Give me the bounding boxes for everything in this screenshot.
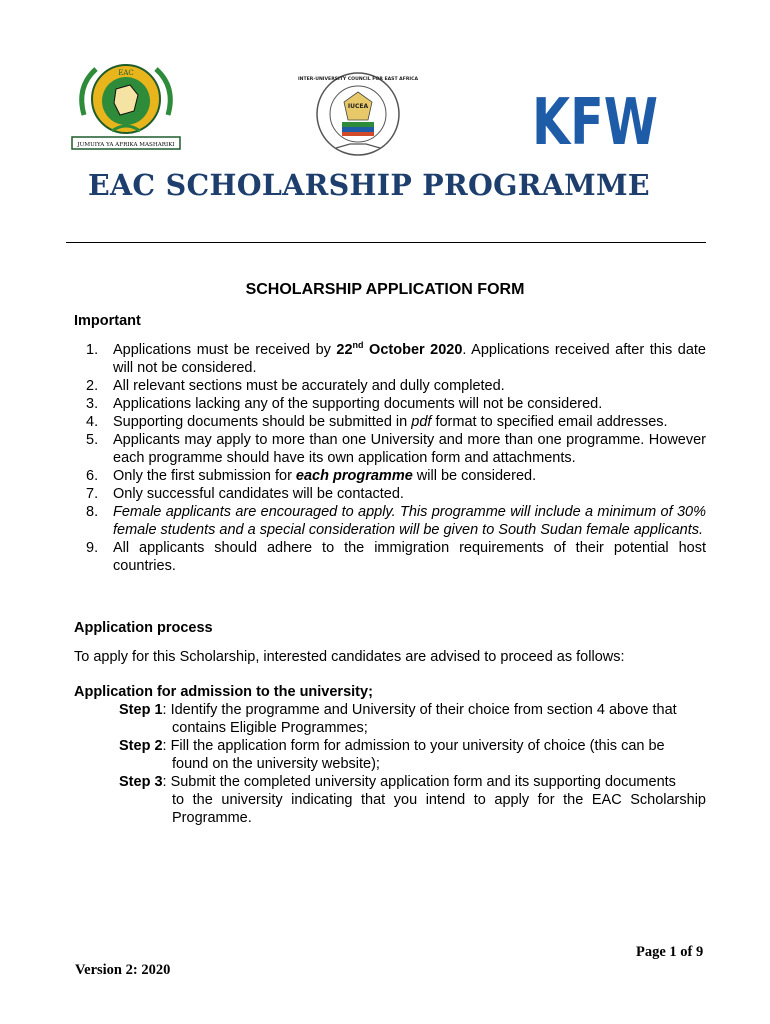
rule-number: 7. bbox=[86, 486, 99, 502]
iucea-logo bbox=[297, 68, 419, 160]
rule-number: 9. bbox=[86, 540, 99, 556]
admission-heading: Application for admission to the university; bbox=[74, 684, 373, 700]
rule-item bbox=[74, 341, 706, 377]
rule-text bbox=[113, 539, 706, 575]
rule-item bbox=[74, 485, 706, 503]
rule-text-part: pdf bbox=[411, 414, 432, 430]
rule-item bbox=[74, 431, 706, 467]
rule-text-part: Only successful candidates will be contacted. bbox=[113, 486, 404, 502]
rule-item bbox=[74, 413, 706, 431]
rule-text bbox=[113, 341, 706, 377]
step-label: Step 2 bbox=[119, 738, 163, 754]
eac-logo-text: EAC bbox=[118, 69, 134, 77]
rule-text-part: format to specified email addresses. bbox=[431, 414, 668, 430]
rule-number: 4. bbox=[86, 414, 99, 430]
programme-title: EAC SCHOLARSHIP PROGRAMME bbox=[88, 168, 650, 202]
rule-text bbox=[113, 395, 706, 413]
rule-text-part: All relevant sections must be accurately and dully completed. bbox=[113, 378, 505, 394]
step-first-line bbox=[119, 773, 706, 791]
kfw-logo-text: KFW bbox=[532, 86, 658, 160]
rule-item bbox=[74, 377, 706, 395]
application-process-heading: Application process bbox=[74, 620, 213, 636]
eac-logo-banner: JUMUIYA YA AFRIKA MASHARIKI bbox=[77, 142, 175, 148]
admission-steps-list bbox=[119, 701, 706, 827]
rule-text bbox=[113, 431, 706, 467]
rule-text-part: October 2020 bbox=[363, 342, 463, 358]
step-first-line bbox=[119, 737, 706, 755]
eac-logo bbox=[70, 55, 182, 157]
rule-number: 1. bbox=[86, 342, 99, 358]
important-heading: Important bbox=[74, 313, 141, 329]
rule-number: 8. bbox=[86, 504, 99, 520]
version-label: Version 2: 2020 bbox=[75, 962, 171, 978]
step-text: : Submit the completed university application form and its supporting documents bbox=[162, 774, 676, 790]
rule-text bbox=[113, 485, 706, 503]
rule-number: 6. bbox=[86, 468, 99, 484]
step-text: : Identify the programme and University of their choice from section 4 above that bbox=[162, 702, 677, 718]
rule-number: 5. bbox=[86, 432, 99, 448]
admission-step bbox=[119, 701, 706, 737]
iucea-ring-text: INTER-UNIVERSITY COUNCIL FOR EAST AFRICA bbox=[297, 77, 419, 82]
form-title: SCHOLARSHIP APPLICATION FORM bbox=[245, 281, 525, 298]
rule-number: 2. bbox=[86, 378, 99, 394]
application-process-intro: To apply for this Scholarship, interested candidates are advised to proceed as follows: bbox=[74, 649, 625, 665]
page-number: Page 1 of 9 bbox=[636, 944, 704, 960]
rule-text-part: . Applications received after this date will not be considered. bbox=[113, 342, 706, 376]
rule-text-part: 22 bbox=[336, 342, 353, 358]
rule-text-part: All applicants should adhere to the immigration requirements of their potential host countries. bbox=[113, 540, 706, 574]
rule-text-part: Applications must be received by bbox=[113, 342, 337, 358]
rule-number: 3. bbox=[86, 396, 99, 412]
rule-item bbox=[74, 503, 706, 539]
step-continuation: contains Eligible Programmes; bbox=[172, 720, 368, 736]
rule-text-part: Supporting documents should be submitted in bbox=[113, 414, 412, 430]
step-label: Step 3 bbox=[119, 774, 163, 790]
step-continuation: to the university indicating that you intend to apply for the EAC Scholarship Programme. bbox=[172, 792, 706, 826]
rule-text-part: Female applicants are encouraged to apply. This programme will include a minimum of 30% female students and a special consideration will be given to South Sudan female applicants. bbox=[113, 504, 706, 538]
rule-text-part: Applications lacking any of the supporting documents will not be considered. bbox=[113, 396, 603, 412]
admission-step bbox=[119, 737, 706, 773]
step-first-line bbox=[119, 701, 706, 719]
rule-text bbox=[113, 413, 706, 431]
rule-text-part: nd bbox=[352, 340, 364, 351]
rule-text-part: Applicants may apply to more than one University and more than one programme. However each programme should have its own application form and attachments. bbox=[113, 432, 706, 466]
important-rules-list bbox=[74, 341, 706, 575]
rule-text-part: Only the first submission for bbox=[113, 468, 296, 484]
rule-item bbox=[74, 395, 706, 413]
iucea-inner-text: IUCEA bbox=[347, 103, 369, 110]
rule-text bbox=[113, 467, 706, 485]
rule-item bbox=[74, 539, 706, 575]
step-text: : Fill the application form for admission to your university of choice (this can be bbox=[162, 738, 665, 754]
rule-text bbox=[113, 503, 706, 539]
header-divider bbox=[66, 242, 706, 243]
admission-step bbox=[119, 773, 706, 827]
kfw-logo bbox=[530, 82, 660, 160]
rule-text-part: each programme bbox=[295, 468, 413, 484]
rule-text-part: will be considered. bbox=[412, 468, 537, 484]
step-label: Step 1 bbox=[119, 702, 163, 718]
step-continuation: found on the university website); bbox=[172, 756, 380, 772]
rule-text bbox=[113, 377, 706, 395]
rule-item bbox=[74, 467, 706, 485]
